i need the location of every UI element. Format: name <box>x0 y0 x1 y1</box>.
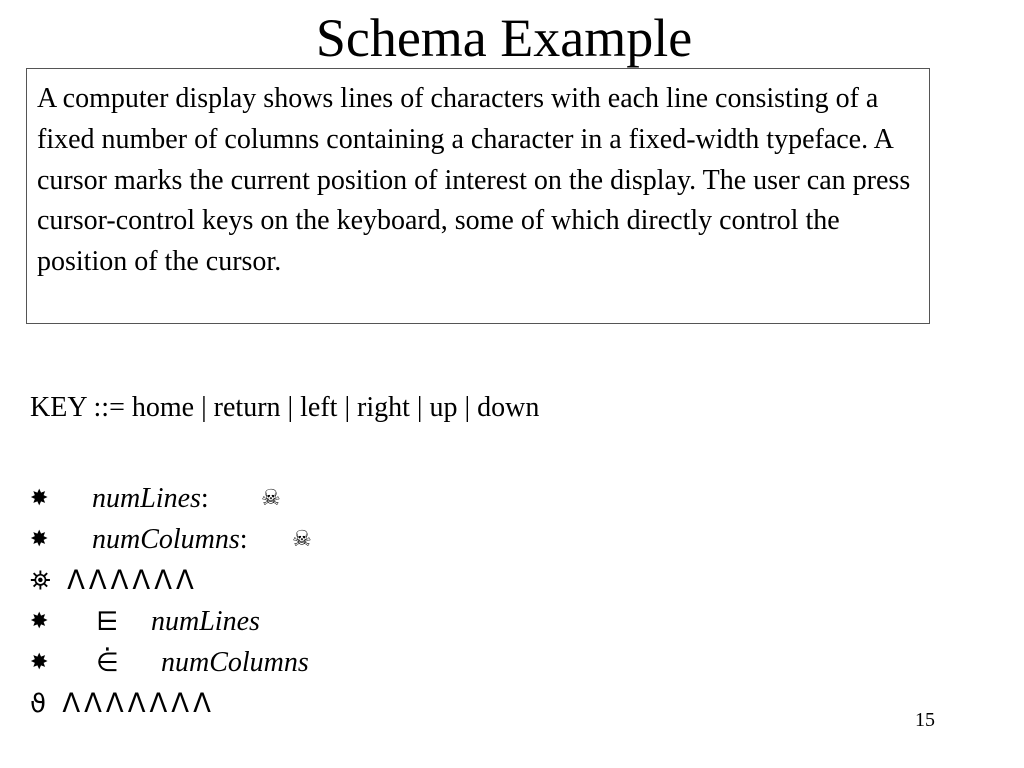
term-numlines: numLines <box>151 606 260 637</box>
bullet-icon: ✸ <box>30 609 49 634</box>
term-numcolumns <box>92 522 248 558</box>
type-symbol-icon: ☠ <box>261 486 281 511</box>
bullet-icon: ✸ <box>30 527 49 552</box>
description-text: A computer display shows lines of characters with each line consisting of a fixed number of columns containing a character in a fixed-width typeface. A cursor marks the current position of interest on the display. The user can press cursor-control keys on the keyboard, some of which directly control the position of the cursor. <box>37 83 911 278</box>
description-box <box>26 68 930 324</box>
bullet-icon: ✸ <box>30 650 49 675</box>
relation-symbol-icon: ⋵ <box>96 648 119 678</box>
term-numlines <box>92 481 209 517</box>
relation-symbol-icon: ⋿ <box>96 607 119 637</box>
term-numcolumns: numColumns <box>161 647 309 678</box>
key-definition: KEY ::= home | return | left | right | up | down <box>30 392 540 423</box>
term-name: numLines <box>92 483 201 514</box>
term-name: numColumns <box>92 524 240 555</box>
colon: : <box>200 483 209 514</box>
symbol-sequence-text: ⛯ ᐱᐱᐱᐱᐱᐱ <box>30 566 198 596</box>
slide-title: Schema Example <box>315 8 693 68</box>
type-symbol-icon: ☠ <box>292 527 312 552</box>
symbol-sequence-text: ϑ ᐱᐱᐱᐱᐱᐱᐱ <box>30 689 215 719</box>
page-number: 15 <box>915 709 935 731</box>
bullet-icon: ✸ <box>30 486 49 511</box>
colon: : <box>239 524 248 555</box>
